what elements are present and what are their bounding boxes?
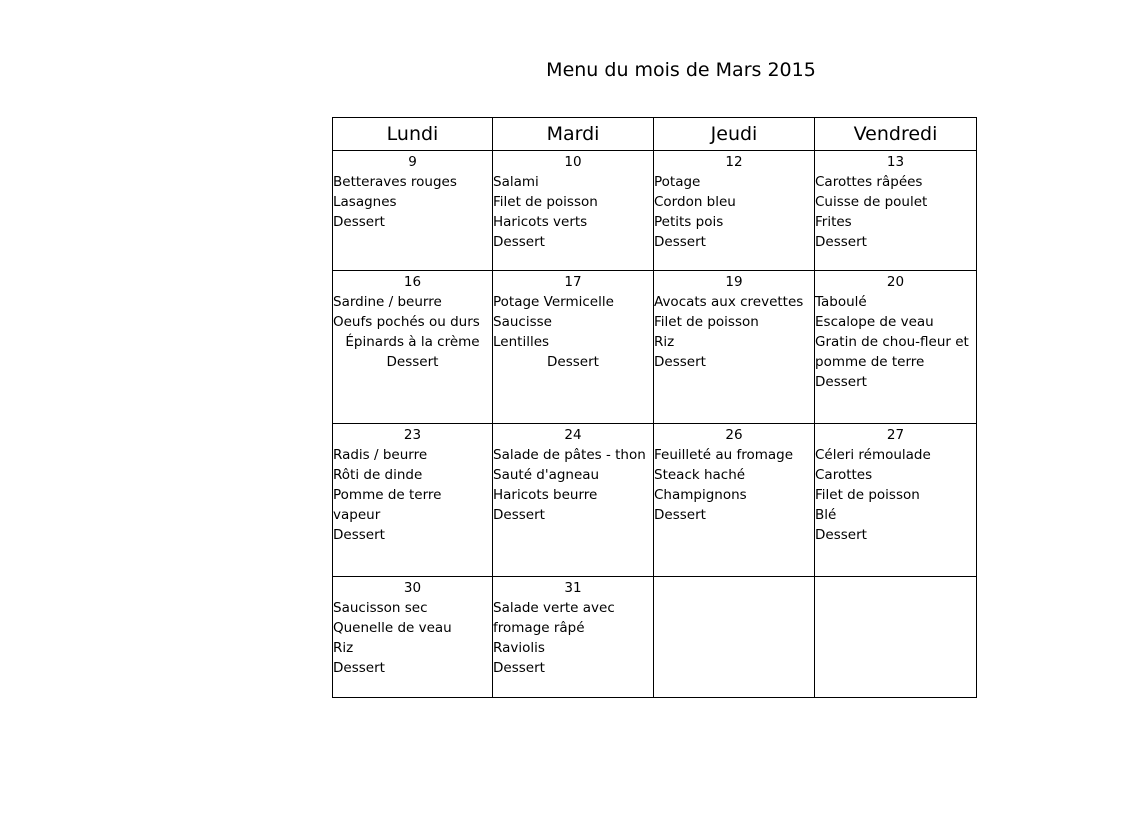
menu-item: Dessert	[493, 507, 545, 523]
day-cell	[815, 424, 977, 577]
menu-item: Dessert	[815, 374, 867, 390]
menu-item: Filet de poisson	[654, 314, 759, 330]
week-row	[333, 424, 977, 577]
menu-item: Blé	[815, 507, 837, 523]
menu-item: Salade verte avec	[493, 600, 615, 616]
week-row	[333, 151, 977, 271]
menu-item: Dessert	[654, 354, 706, 370]
page-title: Menu du mois de Mars 2015	[546, 59, 816, 81]
day-cell	[493, 271, 654, 424]
day-cell	[654, 151, 815, 271]
day-date: 10	[564, 154, 582, 170]
day-cell	[333, 151, 493, 271]
menu-item: Filet de poisson	[493, 194, 598, 210]
menu-item: Dessert	[493, 660, 545, 676]
menu-item: Carottes râpées	[815, 174, 923, 190]
menu-item: Lentilles	[493, 334, 550, 350]
day-cell	[493, 577, 654, 698]
menu-item: Épinards à la crème	[345, 334, 480, 350]
menu-item: Sauté d'agneau	[493, 467, 600, 483]
menu-item: Cordon bleu	[654, 194, 736, 210]
menu-item: Pomme de terre	[333, 487, 442, 503]
menu-item: Dessert	[386, 354, 439, 370]
header-jeudi: Jeudi	[654, 118, 815, 151]
menu-item: Dessert	[333, 660, 385, 676]
menu-item: Frites	[815, 214, 852, 230]
day-cell	[493, 151, 654, 271]
menu-item: pomme de terre	[815, 354, 925, 370]
menu-item: Riz	[654, 334, 675, 350]
day-date: 16	[403, 274, 422, 290]
header-row	[333, 118, 977, 151]
day-date: 19	[725, 274, 743, 290]
day-cell	[493, 424, 654, 577]
day-date: 31	[564, 580, 582, 596]
day-date: 12	[725, 154, 743, 170]
menu-item: Filet de poisson	[815, 487, 920, 503]
menu-item: Betteraves rouges	[333, 174, 457, 190]
day-cell	[654, 424, 815, 577]
menu-item: Avocats aux crevettes	[654, 294, 804, 310]
menu-item: Radis / beurre	[333, 447, 428, 463]
menu-item: Lasagnes	[333, 194, 397, 210]
menu-item: fromage râpé	[493, 620, 585, 636]
menu-item: Petits pois	[654, 214, 724, 230]
day-date: 20	[886, 274, 905, 290]
menu-item: vapeur	[333, 507, 381, 523]
menu-item: Champignons	[654, 487, 747, 503]
header-vendredi: Vendredi	[815, 118, 977, 151]
menu-item: Oeufs pochés ou durs	[333, 314, 480, 330]
menu-item: Céleri rémoulade	[815, 447, 931, 463]
menu-item: Riz	[333, 640, 354, 656]
menu-item: Dessert	[333, 214, 385, 230]
day-date: 9	[408, 154, 417, 170]
menu-item: Steack haché	[654, 467, 746, 483]
week-row	[333, 577, 977, 698]
day-cell	[654, 271, 815, 424]
menu-item: Salami	[493, 174, 539, 190]
menu-item: Dessert	[815, 527, 867, 543]
menu-item: Raviolis	[493, 640, 545, 656]
menu-item: Dessert	[547, 354, 599, 370]
menu-item: Carottes	[815, 467, 873, 483]
menu-item: Quenelle de veau	[333, 620, 452, 636]
header-mardi: Mardi	[493, 118, 654, 151]
day-cell	[815, 271, 977, 424]
menu-item: Dessert	[493, 234, 545, 250]
menu-item: Feuilleté au fromage	[654, 447, 794, 463]
menu-item: Dessert	[654, 507, 706, 523]
menu-item: Rôti de dinde	[333, 467, 423, 483]
day-date: 24	[564, 427, 582, 443]
day-cell-empty	[654, 577, 815, 698]
menu-item: Salade de pâtes - thon	[493, 447, 646, 463]
menu-item: Haricots beurre	[493, 487, 598, 503]
day-date: 26	[725, 427, 743, 443]
day-date: 13	[886, 154, 905, 170]
day-cell	[333, 577, 493, 698]
day-cell-empty	[815, 577, 977, 698]
menu-item: Taboulé	[815, 294, 867, 310]
week-row	[333, 271, 977, 424]
menu-item: Haricots verts	[493, 214, 588, 230]
menu-item: Potage	[654, 174, 701, 190]
menu-item: Dessert	[815, 234, 867, 250]
menu-item: Saucisse	[493, 314, 552, 330]
menu-item: Escalope de veau	[815, 314, 934, 330]
header-lundi: Lundi	[333, 118, 493, 151]
menu-item: Gratin de chou-fleur et	[815, 334, 969, 350]
day-date: 23	[403, 427, 422, 443]
menu-table	[332, 117, 977, 698]
day-cell	[815, 151, 977, 271]
day-date: 27	[886, 427, 905, 443]
day-cell	[333, 424, 493, 577]
menu-item: Sardine / beurre	[333, 294, 442, 310]
menu-item: Cuisse de poulet	[815, 194, 928, 210]
menu-item: Potage Vermicelle	[493, 294, 614, 310]
menu-item: Saucisson sec	[333, 600, 428, 616]
day-date: 30	[403, 580, 422, 596]
menu-item: Dessert	[333, 527, 385, 543]
day-cell	[333, 271, 493, 424]
day-date: 17	[564, 274, 582, 290]
menu-item: Dessert	[654, 234, 706, 250]
